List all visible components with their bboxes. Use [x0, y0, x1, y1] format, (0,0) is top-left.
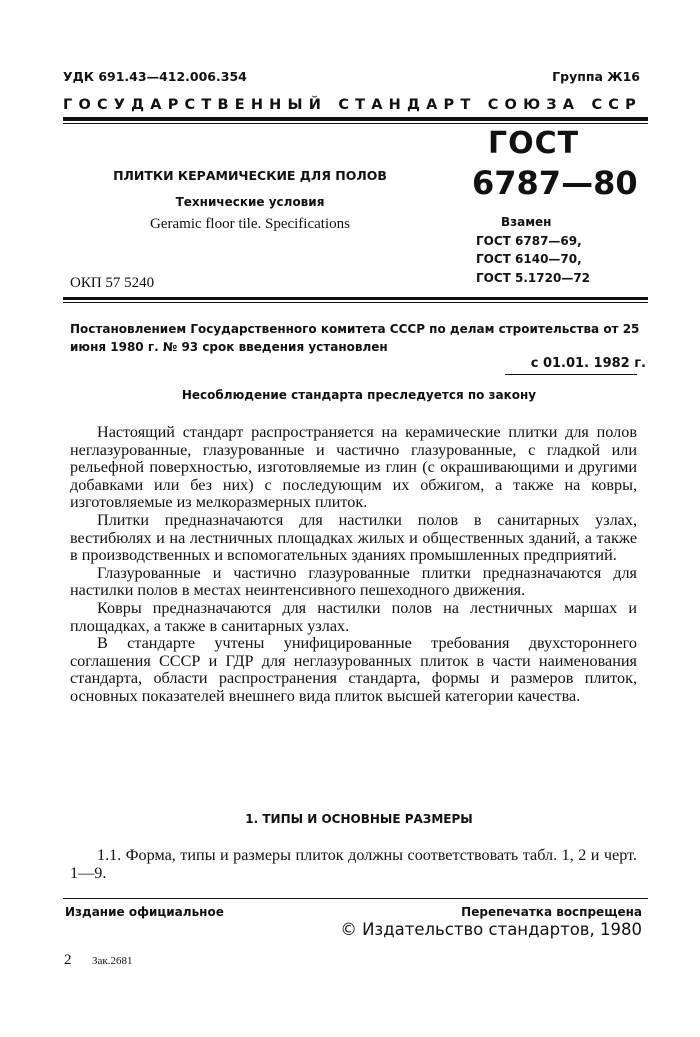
paragraph: Глазурованные и частично глазурованные плитки предназначаются для настилки полов в местах неинтенсивного пешеходного движения. — [70, 563, 637, 600]
decree-text: Постановлением Государственного комитета СССР по делам строительства от 25 июня 1980 г. № 93 срок введения установлен — [70, 322, 640, 354]
header-rule-thin — [63, 123, 648, 124]
body-text — [70, 424, 637, 706]
official-edition: Издание официальное — [65, 905, 224, 919]
replaced-standard: ГОСТ 6787—69, — [476, 233, 582, 248]
group-code: Группа Ж16 — [552, 69, 640, 84]
replaced-standard: ГОСТ 5.1720—72 — [476, 270, 591, 285]
clause-text — [70, 846, 637, 882]
replaced-standard: ГОСТ 6140—70, — [476, 252, 582, 266]
legal-notice: Несоблюдение стандарта преследуется по закону — [181, 388, 537, 402]
reprint-notice: Перепечатка воспрещена — [461, 905, 642, 919]
paragraph: В стандарте учтены унифицированные требования двухстороннего соглашения СССР и ГДР для неглазурованных плиток в части наименования стандарта, области распространения стандарта, формы и размеров плиток, основных показателей внешнего вида плиток высшей категории качества. — [70, 634, 637, 705]
paragraph: Плитки предназначаются для настилки полов в санитарных узлах, вестибюлях и на лестничных площадках жилых и общественных зданий, а также в производственных и вспомогательных зданиях промышленных предприятий. — [70, 510, 637, 565]
copyright-notice: © Издательство стандартов, 1980 — [340, 920, 642, 939]
section-heading: 1. ТИПЫ И ОСНОВНЫЕ РАЗМЕРЫ — [245, 812, 473, 826]
okp-code: ОКП 57 5240 — [70, 275, 155, 291]
paragraph: Ковры предназначаются для настилки полов на лестничных маршах и площадках, а также в санитарных узлах. — [70, 598, 637, 635]
gost-label: ГОСТ — [488, 126, 580, 161]
header-rule — [63, 117, 648, 121]
udk-code: УДК 691.43—412.006.354 — [63, 69, 247, 84]
gost-number: 6787—80 — [472, 164, 638, 202]
title-rule — [63, 297, 648, 300]
page-number: 2 — [64, 952, 72, 968]
footer-rule — [63, 898, 648, 899]
effective-date: с 01.01. 1982 г. — [530, 356, 646, 371]
english-title: Geramic floor tile. Specifications — [150, 216, 350, 232]
document-subtitle: Технические условия — [175, 195, 325, 209]
document-title: ПЛИТКИ КЕРАМИЧЕСКИЕ ДЛЯ ПОЛОВ — [113, 168, 387, 183]
replaces-block — [476, 213, 590, 287]
paragraph: Настоящий стандарт распространяется на керамические плитки для полов неглазурованные, глазурованные и частично глазурованные, с гладкой или рельефной поверхностью, изготовляемые из глин (с окрашивающими и другими добавками или без них) с последующим их обжигом, а также на ковры, изготовляемые из мелкоразмерных плиток. — [70, 423, 637, 512]
replaces-label: Взамен — [501, 215, 552, 229]
effective-date-underline — [505, 374, 637, 375]
paragraph: 1.1. Форма, типы и размеры плиток должны соответствовать табл. 1, 2 и черт. 1—9. — [70, 846, 637, 882]
title-rule-thin — [63, 302, 648, 303]
order-number: Зак.2681 — [92, 955, 133, 967]
state-standard-banner: ГОСУДАРСТВЕННЫЙ СТАНДАРТ СОЮЗА ССР — [63, 97, 642, 113]
